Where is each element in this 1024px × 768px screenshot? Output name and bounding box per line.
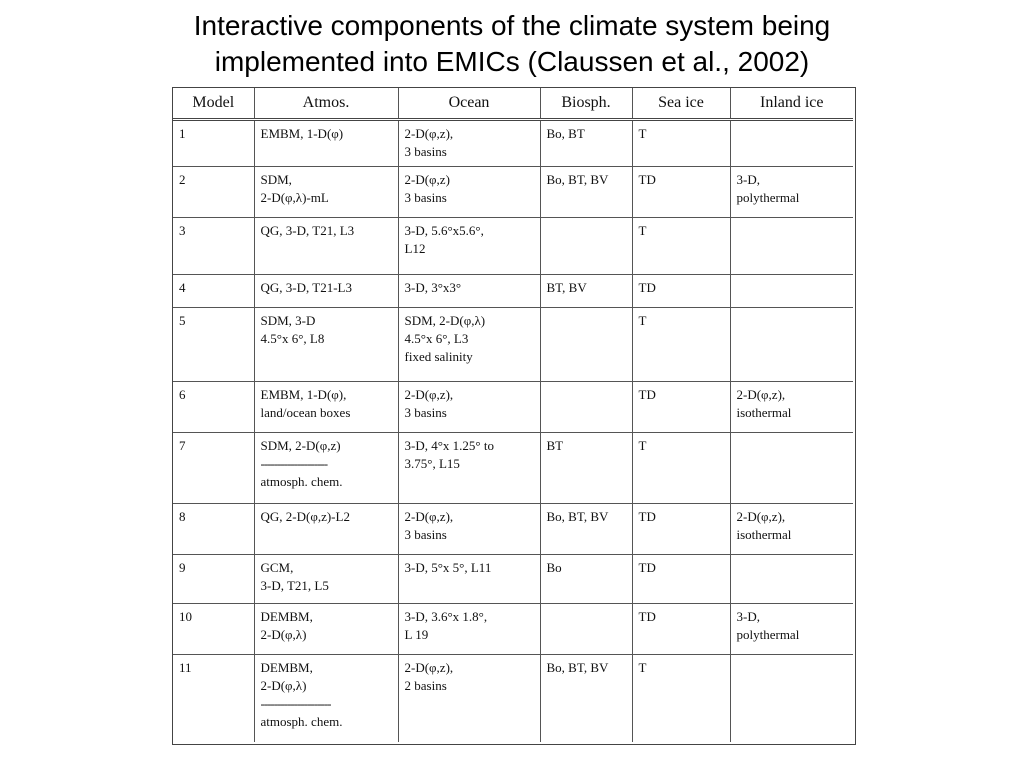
inland-ice-cell: [730, 120, 853, 167]
model-number-cell: 4: [173, 274, 254, 308]
table-row: [173, 166, 853, 217]
cell-line: T: [638, 437, 647, 453]
ocean-cell: [398, 166, 540, 217]
model-number-cell: 11: [173, 654, 254, 742]
cell-line: 4.5°x 6°, L3: [404, 331, 469, 347]
header-sea-ice: Sea ice: [632, 88, 730, 120]
ocean-cell: [398, 217, 540, 274]
cell-line: QG, 3-D, T21-L3: [260, 279, 352, 295]
cell-line: 2-D(φ,z),: [736, 386, 786, 402]
cell-line: 4.5°x 6°, L8: [260, 331, 325, 347]
model-number-cell: 5: [173, 308, 254, 381]
title-line-2: implemented into EMICs (Claussen et al., 2002): [214, 46, 810, 77]
atmos-cell: [254, 554, 398, 603]
table-row: [173, 120, 853, 167]
cell-line: 3-D, T21, L5: [260, 577, 329, 593]
cell-line: T: [638, 313, 647, 329]
atmos-cell: [254, 654, 398, 742]
separator-line: ---------------------: [260, 695, 331, 711]
inland-ice-cell: [730, 504, 853, 555]
cell-line: 2-D(φ,λ): [260, 626, 307, 642]
cell-line: 3-D, 3°x3°: [404, 279, 462, 295]
sea-ice-cell: [632, 274, 730, 308]
table-row: [173, 554, 853, 603]
model-number-cell: 1: [173, 120, 254, 167]
header-atmos: Atmos.: [254, 88, 398, 120]
cell-line: L 19: [404, 626, 429, 642]
model-number-cell: 8: [173, 504, 254, 555]
header-model: Model: [173, 88, 254, 120]
cell-line: polythermal: [736, 626, 800, 642]
cell-line: 3 basins: [404, 527, 447, 543]
biosph-cell: [540, 217, 632, 274]
cell-line: SDM,: [260, 171, 292, 187]
inland-ice-cell: [730, 603, 853, 654]
cell-line: 2-D(φ,λ): [260, 677, 307, 693]
biosph-cell: [540, 603, 632, 654]
sea-ice-cell: [632, 603, 730, 654]
atmos-cell: [254, 274, 398, 308]
ocean-cell: [398, 654, 540, 742]
cell-line: 2-D(φ,λ)-mL: [260, 189, 329, 205]
cell-line: SDM, 3-D: [260, 313, 316, 329]
cell-line: 2-D(φ,z),: [404, 126, 454, 141]
cell-line: EMBM, 1-D(φ): [260, 126, 344, 141]
ocean-cell: [398, 308, 540, 381]
cell-line: EMBM, 1-D(φ),: [260, 386, 347, 402]
ocean-cell: [398, 381, 540, 432]
cell-line: Bo, BT, BV: [546, 509, 609, 525]
cell-line: Bo, BT, BV: [546, 171, 609, 187]
table-row: [173, 217, 853, 274]
sea-ice-cell: [632, 381, 730, 432]
cell-line: DEMBM,: [260, 659, 313, 675]
cell-line: 2 basins: [404, 677, 447, 693]
inland-ice-cell: [730, 554, 853, 603]
cell-line: SDM, 2-D(φ,z): [260, 437, 341, 453]
cell-line: QG, 2-D(φ,z)-L2: [260, 509, 350, 525]
table-row: [173, 603, 853, 654]
cell-line: 3-D,: [736, 171, 760, 187]
model-number-cell: 7: [173, 432, 254, 503]
cell-line: 2-D(φ,z),: [404, 509, 454, 525]
ocean-cell: [398, 274, 540, 308]
atmos-cell: [254, 603, 398, 654]
cell-line: isothermal: [736, 404, 792, 420]
cell-line: Bo, BT: [546, 126, 585, 141]
model-number-cell: 10: [173, 603, 254, 654]
title-line-1: Interactive components of the climate system being: [193, 10, 831, 41]
biosph-cell: [540, 554, 632, 603]
inland-ice-cell: [730, 308, 853, 381]
header-inland-ice: Inland ice: [730, 88, 853, 120]
sea-ice-cell: [632, 120, 730, 167]
cell-line: atmosph. chem.: [260, 473, 343, 489]
biosph-cell: [540, 654, 632, 742]
model-number-cell: 9: [173, 554, 254, 603]
inland-ice-cell: [730, 654, 853, 742]
cell-line: 2-D(φ,z),: [736, 509, 786, 525]
ocean-cell: [398, 554, 540, 603]
cell-line: DEMBM,: [260, 608, 313, 624]
biosph-cell: [540, 274, 632, 308]
cell-line: 3-D,: [736, 608, 760, 624]
cell-line: 3-D, 5.6°x5.6°,: [404, 222, 484, 238]
ocean-cell: [398, 603, 540, 654]
scanned-table-image: [172, 87, 856, 745]
sea-ice-cell: [632, 654, 730, 742]
cell-line: GCM,: [260, 559, 294, 575]
sea-ice-cell: [632, 432, 730, 503]
sea-ice-cell: [632, 504, 730, 555]
ocean-cell: [398, 432, 540, 503]
cell-line: SDM, 2-D(φ,λ): [404, 313, 486, 329]
cell-line: TD: [638, 279, 656, 295]
model-number-cell: 3: [173, 217, 254, 274]
cell-line: 3-D, 4°x 1.25° to: [404, 437, 494, 453]
cell-line: 3 basins: [404, 144, 447, 159]
inland-ice-cell: [730, 166, 853, 217]
sea-ice-cell: [632, 217, 730, 274]
biosph-cell: [540, 308, 632, 381]
atmos-cell: [254, 432, 398, 503]
table-row: [173, 308, 853, 381]
table-body: [173, 120, 853, 743]
atmos-cell: [254, 217, 398, 274]
cell-line: isothermal: [736, 527, 792, 543]
table-header-row: [173, 88, 853, 120]
ocean-cell: [398, 504, 540, 555]
atmos-cell: [254, 120, 398, 167]
model-number-cell: 2: [173, 166, 254, 217]
cell-line: QG, 3-D, T21, L3: [260, 222, 355, 238]
table-row: [173, 432, 853, 503]
cell-line: Bo, BT, BV: [546, 659, 609, 675]
biosph-cell: [540, 504, 632, 555]
table-row: [173, 504, 853, 555]
cell-line: BT: [546, 437, 564, 453]
cell-line: L12: [404, 240, 426, 256]
table-row: [173, 654, 853, 742]
biosph-cell: [540, 120, 632, 167]
emic-table: [173, 88, 853, 742]
sea-ice-cell: [632, 554, 730, 603]
slide-title: [0, 8, 1024, 80]
cell-line: TD: [638, 509, 656, 525]
biosph-cell: [540, 432, 632, 503]
atmos-cell: [254, 166, 398, 217]
cell-line: TD: [638, 171, 656, 187]
cell-line: T: [638, 659, 647, 675]
cell-line: 2-D(φ,z),: [404, 386, 454, 402]
cell-line: 3-D, 5°x 5°, L11: [404, 559, 492, 575]
header-ocean: Ocean: [398, 88, 540, 120]
cell-line: TD: [638, 608, 656, 624]
sea-ice-cell: [632, 308, 730, 381]
inland-ice-cell: [730, 381, 853, 432]
cell-line: 3.75°, L15: [404, 455, 460, 471]
ocean-cell: [398, 120, 540, 167]
cell-line: 2-D(φ,z): [404, 171, 450, 187]
atmos-cell: [254, 381, 398, 432]
atmos-cell: [254, 308, 398, 381]
model-number-cell: 6: [173, 381, 254, 432]
sea-ice-cell: [632, 166, 730, 217]
header-biosph: Biosph.: [540, 88, 632, 120]
cell-line: land/ocean boxes: [260, 404, 351, 420]
cell-line: Bo: [546, 559, 562, 575]
table-row: [173, 381, 853, 432]
table-row: [173, 274, 853, 308]
biosph-cell: [540, 381, 632, 432]
cell-line: BT, BV: [546, 279, 587, 295]
cell-line: polythermal: [736, 189, 800, 205]
inland-ice-cell: [730, 217, 853, 274]
inland-ice-cell: [730, 274, 853, 308]
cell-line: atmosph. chem.: [260, 713, 343, 729]
atmos-cell: [254, 504, 398, 555]
cell-line: TD: [638, 386, 656, 402]
cell-line: 3 basins: [404, 189, 447, 205]
biosph-cell: [540, 166, 632, 217]
inland-ice-cell: [730, 432, 853, 503]
separator-line: --------------------: [260, 455, 328, 471]
cell-line: 3 basins: [404, 404, 447, 420]
cell-line: 3-D, 3.6°x 1.8°,: [404, 608, 488, 624]
cell-line: T: [638, 222, 647, 238]
cell-line: 2-D(φ,z),: [404, 659, 454, 675]
cell-line: TD: [638, 559, 656, 575]
cell-line: fixed salinity: [404, 349, 473, 365]
cell-line: T: [638, 126, 647, 141]
